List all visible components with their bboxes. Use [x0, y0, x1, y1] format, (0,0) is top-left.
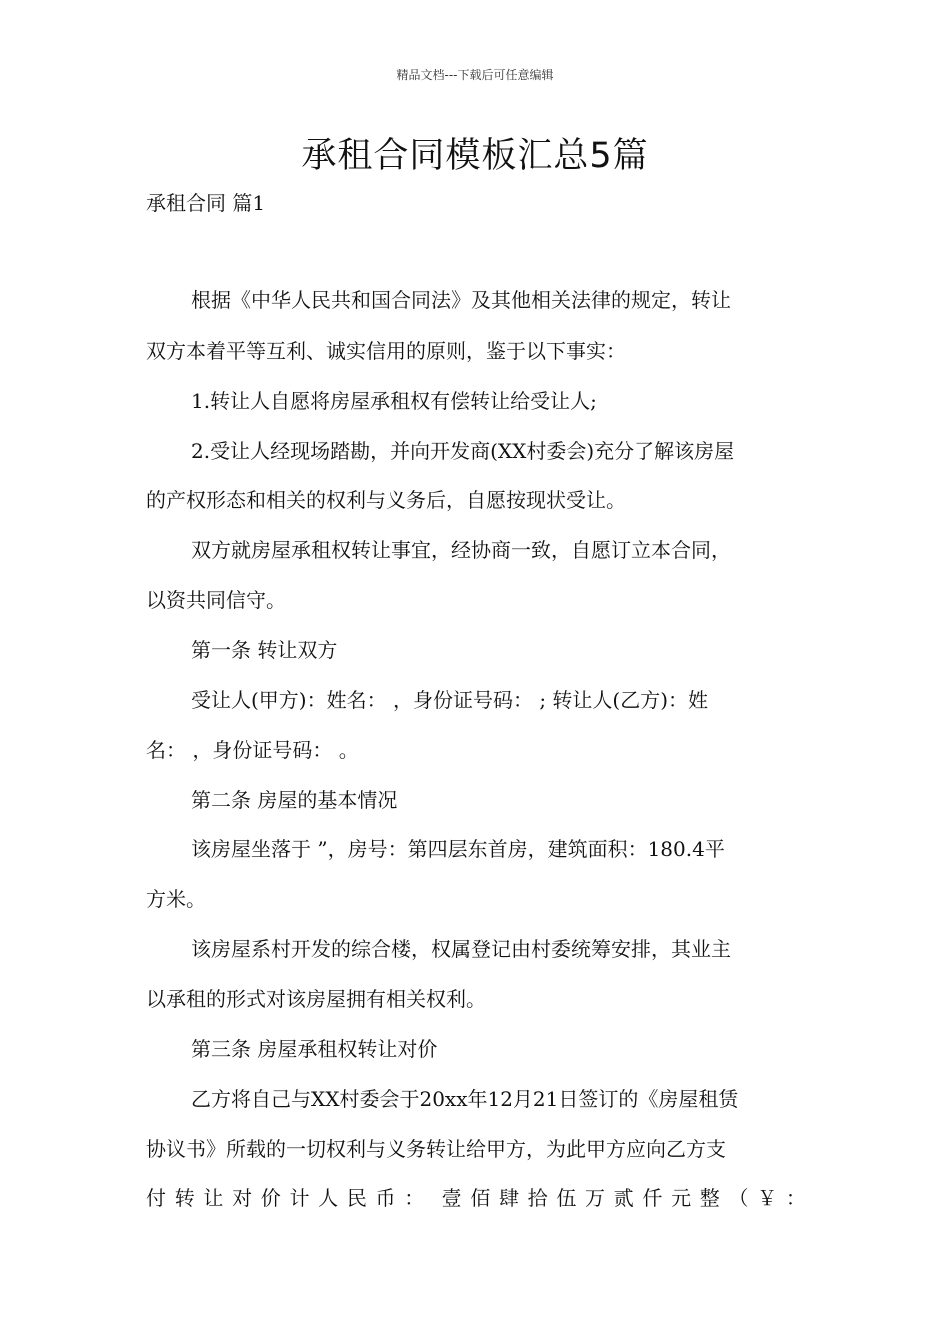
paragraph-line: 双方就房屋承租权转让事宜，经协商一致，自愿订立本合同，	[191, 538, 731, 562]
char: 计	[289, 1186, 310, 1210]
char: 价	[260, 1186, 281, 1210]
paragraph-line: 协议书》所载的一切权利与义务转让给甲方，为此甲方应向乙方支	[146, 1137, 726, 1161]
paragraph-line: 以承租的形式对该房屋拥有相关权利。	[146, 987, 486, 1011]
char: 元	[671, 1186, 692, 1210]
paragraph-line: 该房屋坐落于 ”，房号：第四层东首房，建筑面积：180.4平	[191, 837, 725, 861]
char: 仟	[642, 1186, 663, 1210]
char: ￥	[757, 1186, 778, 1210]
paragraph-line: 1.转让人自愿将房屋承租权有偿转让给受让人;	[191, 389, 597, 413]
char: 整	[699, 1186, 720, 1210]
char: 转	[174, 1186, 195, 1210]
char: 对	[232, 1186, 253, 1210]
char: ：	[785, 1186, 806, 1210]
page-header: 精品文档---下载后可任意编辑	[396, 68, 554, 82]
paragraph-line: 2.受让人经现场踏勘，并向开发商(XX村委会)充分了解该房屋	[191, 439, 735, 463]
char: 壹	[441, 1186, 462, 1210]
char: 民	[346, 1186, 367, 1210]
char: 肆	[498, 1186, 519, 1210]
document-title: 承租合同模板汇总5篇	[301, 136, 649, 176]
paragraph-line: 根据《中华人民共和国合同法》及其他相关法律的规定，转让	[191, 288, 731, 312]
justified-line	[146, 1183, 806, 1213]
paragraph-line: 乙方将自己与XX村委会于20xx年12月21日签订的《房屋租赁	[191, 1087, 739, 1111]
char: 人	[318, 1186, 339, 1210]
char: 让	[203, 1186, 224, 1210]
char: 伍	[556, 1186, 577, 1210]
paragraph-line: 的产权形态和相关的权利与义务后，自愿按现状受让。	[146, 488, 626, 512]
paragraph-line: 方米。	[146, 887, 206, 911]
paragraph-line: 该房屋系村开发的综合楼，权属登记由村委统筹安排，其业主	[191, 937, 731, 961]
char: 币	[375, 1186, 396, 1210]
char: ：	[404, 1186, 425, 1210]
char: 万	[585, 1186, 605, 1210]
char: 拾	[527, 1186, 548, 1210]
paragraph-line: 双方本着平等互利、诚实信用的原则，鉴于以下事实：	[146, 339, 626, 363]
char: 付	[146, 1186, 166, 1210]
char: 贰	[613, 1186, 634, 1210]
article-heading: 第二条 房屋的基本情况	[191, 788, 398, 812]
paragraph-line: 受让人(甲方)：姓名： ，身份证号码： ; 转让人(乙方)：姓	[191, 688, 709, 712]
char: （	[728, 1186, 749, 1210]
article-heading: 第三条 房屋承租权转让对价	[191, 1037, 438, 1061]
char: 佰	[470, 1186, 491, 1210]
section-subtitle: 承租合同 篇1	[146, 191, 266, 215]
paragraph-line: 名： ，身份证号码： 。	[146, 738, 359, 762]
paragraph-line: 以资共同信守。	[146, 588, 286, 612]
article-heading: 第一条 转让双方	[191, 638, 338, 662]
